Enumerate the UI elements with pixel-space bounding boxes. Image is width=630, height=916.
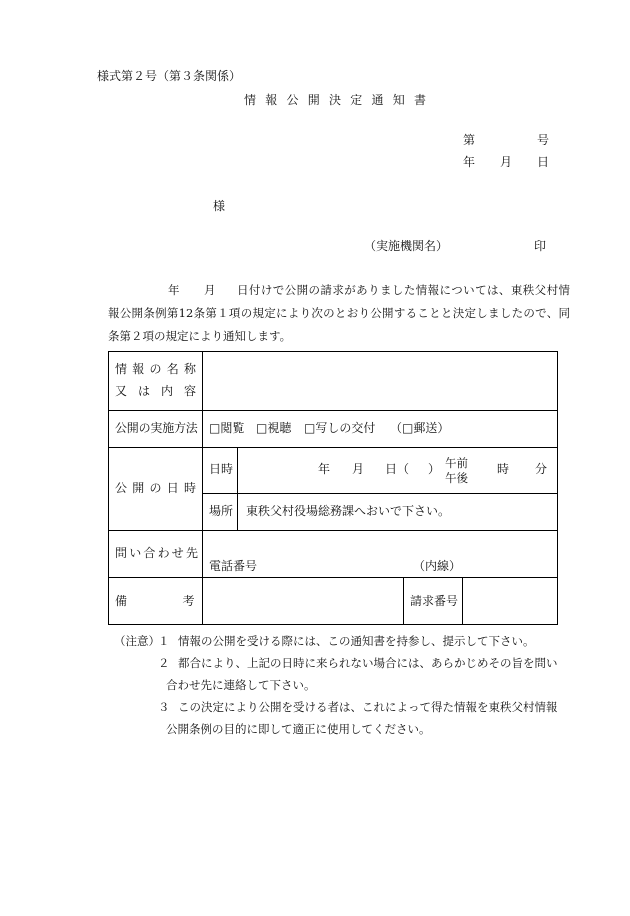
remarks-value-cell	[203, 578, 403, 624]
date-day: 日	[537, 155, 550, 169]
datetime-sub-label: 日時	[209, 462, 234, 476]
request-number-label: 請求番号	[410, 594, 459, 608]
decision-table	[108, 351, 558, 625]
method-option-mail: （□郵送）	[390, 421, 450, 435]
note-number: ２	[158, 656, 170, 670]
note-number: １	[158, 634, 170, 648]
issuer-label: （実施機関名）	[364, 239, 449, 253]
info-name-value-cell	[203, 352, 557, 410]
column-divider	[403, 577, 404, 624]
row-divider	[109, 530, 557, 531]
phone-label: 電話番号	[209, 559, 258, 573]
row-divider	[109, 410, 557, 411]
note-text: 都合により、上記の日時に来られない場合には、あらかじめその旨を問い	[178, 656, 558, 670]
place-value: 東秩父村役場総務課へおいで下さい。	[246, 504, 451, 518]
row-divider	[109, 447, 557, 448]
note-text: この決定により公開を受ける者は、これによって得た情報を東秩父村情報	[178, 700, 558, 714]
open-time-hour: 時	[497, 462, 510, 476]
note-number: ３	[158, 700, 170, 714]
document-title: 情 報 公 開 決 定 通 知 書	[244, 93, 426, 107]
addressee-suffix: 様	[213, 199, 226, 213]
date-month: 月	[500, 155, 513, 169]
place-label: 場所	[209, 504, 234, 518]
info-content-label: 又 は 内 容	[115, 384, 196, 398]
remarks-label: 備 考	[115, 594, 197, 608]
method-label: 公開の実施方法	[115, 421, 198, 435]
body-line-2: 報公開条例第12条第１項の規定により次のとおり公開することと決定しましたので、同	[108, 306, 570, 320]
method-option-viewing: □閲覧	[209, 421, 245, 435]
note-text: 情報の公開を受ける際には、この通知書を持参し、提示して下さい。	[178, 634, 535, 648]
open-date-month: 月	[352, 462, 365, 476]
body-month: 月	[204, 283, 216, 297]
seal-mark: 印	[534, 239, 547, 253]
extension-label: （内線）	[413, 559, 462, 573]
date-year: 年	[463, 155, 476, 169]
body-year: 年	[168, 283, 180, 297]
open-date-day: 日（	[385, 462, 410, 476]
body-line-3: 条第２項の規定により通知します。	[108, 329, 292, 343]
request-number-value-cell	[463, 578, 557, 624]
body-line-1: 日付けで公開の請求がありました情報については、東秩父村情	[237, 283, 570, 297]
open-time-pm: 午後	[445, 471, 468, 485]
datetime-label: 公 開 の 日 時	[115, 481, 196, 495]
number-prefix: 第	[463, 133, 476, 147]
note-text-continued: 合わせ先に連絡して下さい。	[166, 678, 316, 692]
contact-label: 問い合わせ先	[115, 546, 201, 560]
info-name-label: 情 報 の 名 称	[115, 362, 196, 376]
open-time-minute: 分	[535, 462, 548, 476]
open-time-am: 午前	[445, 456, 468, 470]
column-divider	[237, 447, 238, 530]
open-date-year: 年	[318, 462, 331, 476]
row-divider	[202, 493, 557, 494]
notes-heading: （注意）	[114, 634, 160, 648]
open-date-weekday-close: ）	[428, 462, 441, 476]
form-number: 様式第２号（第３条関係）	[97, 69, 242, 83]
note-text-continued: 公開条例の目的に即して適正に使用してください。	[166, 722, 431, 736]
number-suffix: 号	[537, 133, 550, 147]
method-option-audiovisual: □視聴	[256, 421, 292, 435]
method-option-copy: □写しの交付	[304, 421, 376, 435]
